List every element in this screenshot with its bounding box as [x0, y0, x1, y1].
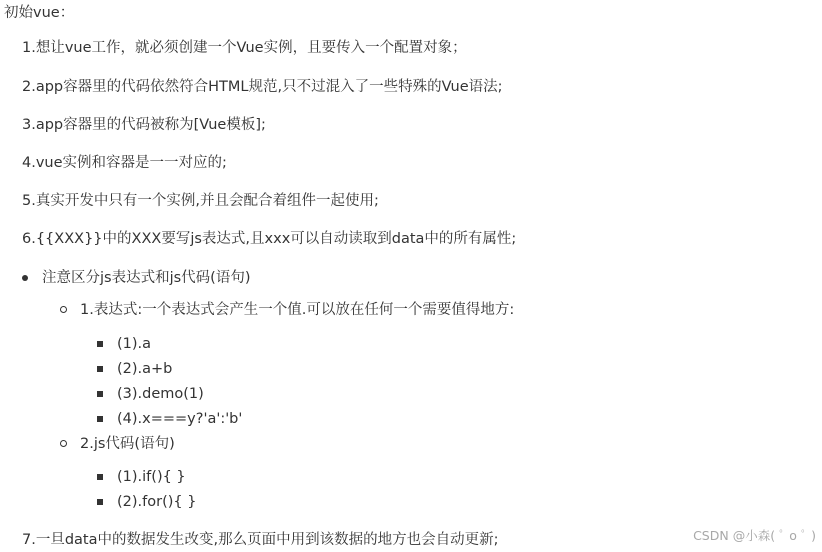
expression-item-2: (2).a+b [117, 361, 173, 377]
circle-bullet-icon [60, 440, 67, 447]
code-item-1: (1).if(){ } [117, 469, 186, 485]
point-3: 3.app容器里的代码被称为[Vue模板]; [22, 117, 266, 133]
square-bullet-icon [97, 366, 103, 372]
point-2: 2.app容器里的代码依然符合HTML规范,只不过混入了一些特殊的Vue语法; [22, 79, 503, 95]
expression-item-3: (3).demo(1) [117, 386, 204, 402]
point-4: 4.vue实例和容器是一一对应的; [22, 155, 227, 171]
point-6: 6.{{XXX}}中的XXX要写js表达式,且xxx可以自动读取到data中的所有属性; [22, 231, 517, 247]
square-bullet-icon [97, 391, 103, 397]
expression-item-4: (4).x===y?'a':'b' [117, 411, 243, 427]
code-item-2: (2).for(){ } [117, 494, 197, 510]
expression-item-1: (1).a [117, 336, 152, 352]
code-label: 2.js代码(语句) [80, 436, 175, 452]
square-bullet-icon [97, 341, 103, 347]
square-bullet-icon [97, 416, 103, 422]
square-bullet-icon [97, 499, 103, 505]
point-1: 1.想让vue工作，就必须创建一个Vue实例，且要传入一个配置对象； [22, 40, 467, 56]
square-bullet-icon [97, 474, 103, 480]
watermark: CSDN @小森( ﾟ o ﾟ ) [693, 528, 816, 543]
point-5: 5.真实开发中只有一个实例,并且会配合着组件一起使用; [22, 193, 379, 209]
circle-bullet-icon [60, 306, 67, 313]
heading: 初始vue： [4, 5, 75, 21]
disc-bullet-icon [22, 275, 28, 281]
note-label: 注意区分js表达式和js代码(语句) [42, 270, 251, 286]
expression-label: 1.表达式:一个表达式会产生一个值.可以放在任何一个需要值得地方: [80, 302, 515, 318]
point-7: 7.一旦data中的数据发生改变,那么页面中用到该数据的地方也会自动更新; [22, 532, 499, 548]
